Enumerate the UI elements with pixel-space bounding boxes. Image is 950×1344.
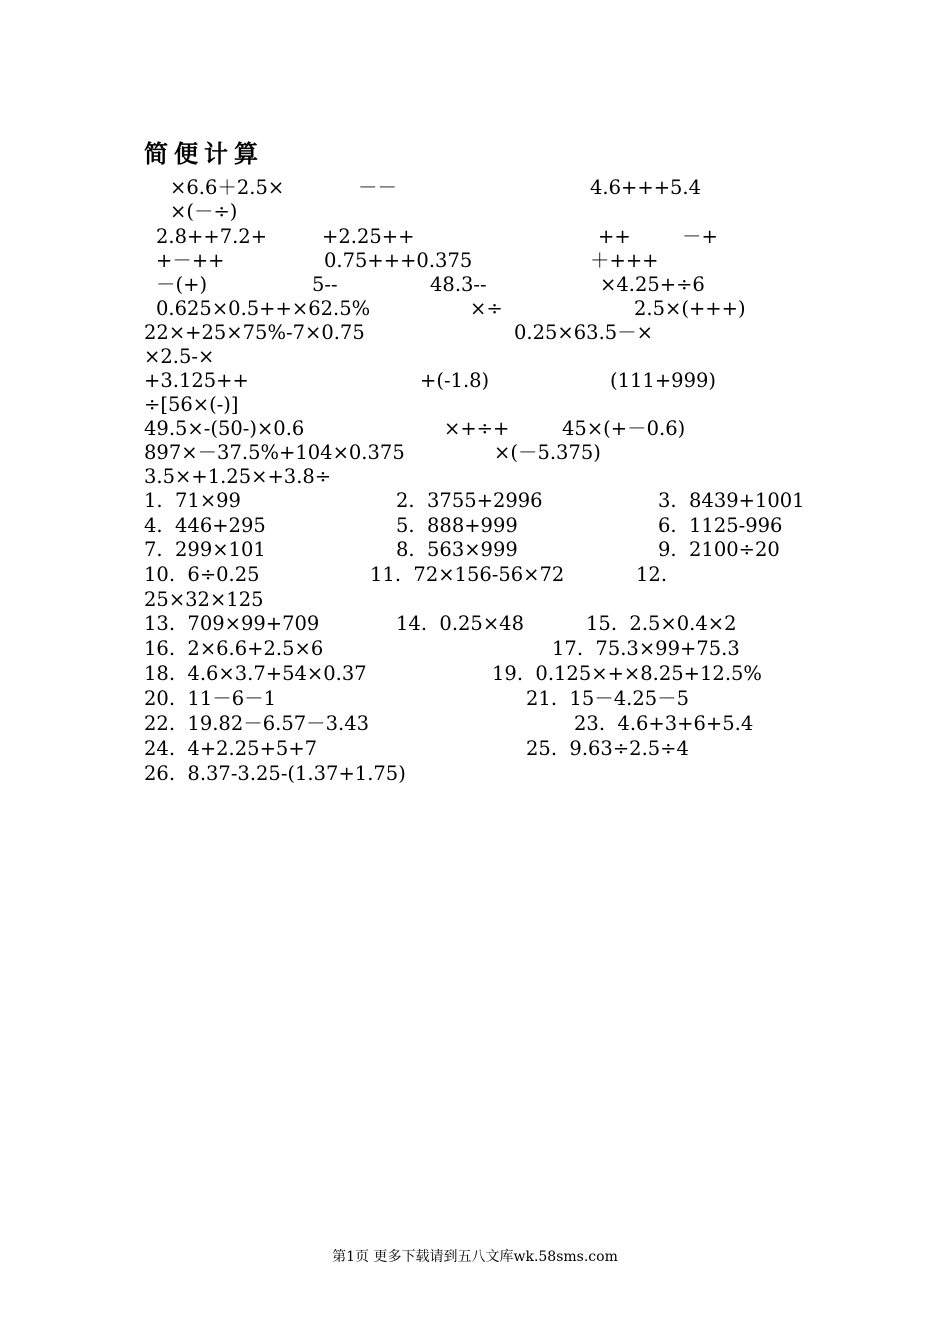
expr: －(+) xyxy=(156,273,208,296)
expr: ×÷ xyxy=(470,297,503,320)
expr: 897×－37.5%+104×0.375 xyxy=(144,441,405,464)
problem: 20. 11－6－1 xyxy=(144,687,277,710)
problem: 14. 0.25×48 xyxy=(396,612,524,635)
expr: (111+999) xyxy=(610,369,716,392)
expr: ×(－5.375) xyxy=(494,441,601,464)
problem: 7. 299×101 xyxy=(144,538,266,561)
problem: 25. 9.63÷2.5÷4 xyxy=(526,737,689,760)
expr: +2.25++ xyxy=(322,225,415,248)
expr: 3.5×+1.25×+3.8÷ xyxy=(144,465,332,488)
problem: 2. 3755+2996 xyxy=(396,489,543,512)
expr: －+ xyxy=(682,225,718,248)
problem: 1. 71×99 xyxy=(144,489,241,512)
problem: 16. 2×6.6+2.5×6 xyxy=(144,637,324,660)
problem: 3. 8439+1001 xyxy=(658,489,805,512)
expr: ++ xyxy=(598,225,631,248)
expr: ×+÷+ xyxy=(444,417,510,440)
expr: ×2.5-× xyxy=(144,345,215,368)
problem: 19. 0.125×+×8.25+12.5% xyxy=(492,662,762,685)
expr: 45×(+－0.6) xyxy=(562,417,686,440)
problem: 25×32×125 xyxy=(144,588,264,611)
expr: 0.625×0.5++×62.5% xyxy=(156,297,371,320)
problem: 17. 75.3×99+75.3 xyxy=(552,637,740,660)
expr: 22×+25×75%-7×0.75 xyxy=(144,321,365,344)
expr: ×6.6＋2.5× xyxy=(170,176,285,199)
expr: 0.75+++0.375 xyxy=(324,249,473,272)
expr: －－ xyxy=(358,176,398,199)
problem: 9. 2100÷20 xyxy=(658,538,780,561)
expr: 2.5×(+++) xyxy=(634,297,746,320)
problem: 4. 446+295 xyxy=(144,514,266,537)
problem: 23. 4.6+3+6+5.4 xyxy=(574,712,754,735)
problem: 15. 2.5×0.4×2 xyxy=(586,612,737,635)
expr: +－++ xyxy=(156,249,225,272)
problem: 13. 709×99+709 xyxy=(144,612,320,635)
expr: ÷[56×(-)] xyxy=(144,393,239,416)
problem: 22. 19.82－6.57－3.43 xyxy=(144,712,370,735)
problem: 12. xyxy=(636,563,668,586)
problem: 26. 8.37-3.25-(1.37+1.75) xyxy=(144,762,406,785)
expr: ×(－÷) xyxy=(170,200,238,223)
expr: 5-- xyxy=(312,273,338,296)
problem: 10. 6÷0.25 xyxy=(144,563,260,586)
expr: ×4.25+÷6 xyxy=(600,273,705,296)
problem: 8. 563×999 xyxy=(396,538,518,561)
expr: +3.125++ xyxy=(144,369,249,392)
problem: 11. 72×156-56×72 xyxy=(370,563,565,586)
page-title: 简便计算 xyxy=(144,140,264,168)
expr: +(-1.8) xyxy=(420,369,490,392)
expr: ＋+++ xyxy=(590,249,659,272)
problem: 18. 4.6×3.7+54×0.37 xyxy=(144,662,367,685)
problem: 21. 15－4.25－5 xyxy=(526,687,690,710)
expr: 0.25×63.5－× xyxy=(514,321,654,344)
expr: 2.8++7.2+ xyxy=(156,225,268,248)
page-footer: 第1页 更多下载请到五八文库wk.58sms.com xyxy=(332,1249,618,1265)
problem: 5. 888+999 xyxy=(396,514,518,537)
problem: 6. 1125-996 xyxy=(658,514,783,537)
expr: 49.5×-(50-)×0.6 xyxy=(144,417,305,440)
expr: 4.6+++5.4 xyxy=(590,176,702,199)
problem: 24. 4+2.25+5+7 xyxy=(144,737,318,760)
expr: 48.3-- xyxy=(430,273,487,296)
